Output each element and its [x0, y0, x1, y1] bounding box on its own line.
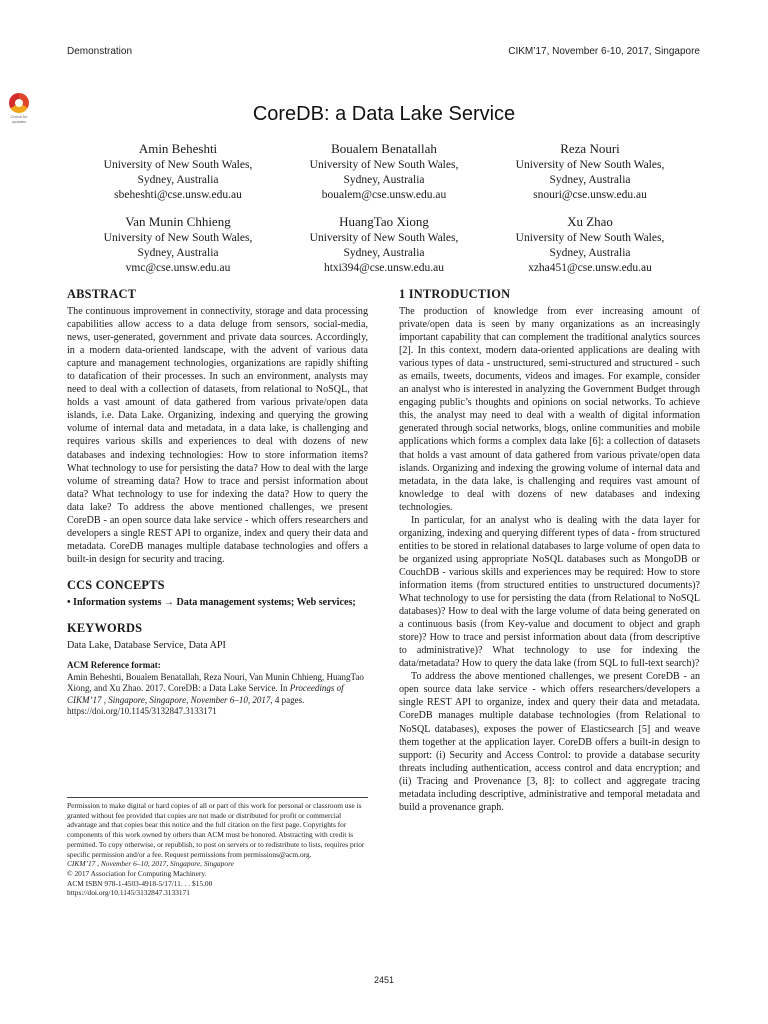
- acm-reference-venue: Proceedings of CIKM’17 , Singapore, Singapore, November 6–10, 2017,: [67, 683, 344, 705]
- author-block: [68, 213, 288, 276]
- permission-doi[interactable]: https://doi.org/10.1145/3132847.3133171: [67, 888, 190, 898]
- author-affiliation: University of New South Wales,: [309, 159, 459, 171]
- acm-reference-heading: ACM Reference format:: [67, 660, 161, 671]
- author-location: Sydney, Australia: [343, 247, 425, 259]
- author-email: htxi394@cse.unsw.edu.au: [323, 262, 445, 274]
- author-block: [480, 213, 700, 276]
- author-affiliation: University of New South Wales,: [103, 232, 253, 244]
- abstract-heading: ABSTRACT: [67, 287, 137, 301]
- author-location: Sydney, Australia: [549, 174, 631, 186]
- author-location: Sydney, Australia: [137, 247, 219, 259]
- author-location: Sydney, Australia: [137, 174, 219, 186]
- introduction-paragraph-1: The production of knowledge from ever increasing amount of private/open data is seen by many organizations as an increasingly important capability that can complement the traditional analytics sources [2]. In this context, modern data-oriented applications are dealing with various types of data - unstructured, semi-structured and structured - such as emails, tweets, documents, videos and images. For example, consider an analyst who is interested in analyzing the Government Budget through engaging public’s thoughts and opinions on social networks. To achieve this, the analyst may need to deal with a wealth of digital information generated through social networks, blogs, online communities and mobile applications which forms a complex data lake [6]: a collection of datasets that holds a vast amount of data gathered from various private/open data islands. Organizing and indexing the growing volume of internal data and metadata, in the data lake, is challenging and requires vast amount of knowledge to deal with dozens of new databases and indexing technologies.: [399, 306, 700, 513]
- ccs-text: • Information systems → Data management systems; Web services;: [67, 596, 356, 608]
- badge-label: Check for updates: [10, 114, 28, 124]
- author-affiliation: University of New South Wales,: [103, 159, 253, 171]
- introduction-paragraph-3: To address the above mentioned challenges, we present CoreDB - an open source data lake service - which offers researchers/developers a single REST API to organize, index and query their data and metadata. CoreDB manages multiple database technologies (from Relational to NoSQL databases), exposes the power of Elasticsearch [5] and weave them together at the application layer. CoreDB offers a built-in design to support: (i) Security and Access Control: to provide a database security threats including authentication, access control and data encryption; and (ii) Tracing and Provenance [3, 8]: to collect and aggregate tracing metadata including descriptive, administrative and temporal metadata and build a provenance graph.: [399, 671, 700, 813]
- author-block: [68, 140, 288, 203]
- running-header-left: Demonstration: [67, 46, 133, 57]
- author-email: sbeheshti@cse.unsw.edu.au: [114, 189, 242, 201]
- right-column: [399, 287, 700, 814]
- author-email: xzha451@cse.unsw.edu.au: [528, 262, 652, 274]
- author-location: Sydney, Australia: [549, 247, 631, 259]
- author-block: [274, 140, 494, 203]
- author-block: [274, 213, 494, 276]
- author-affiliation: University of New South Wales,: [515, 232, 665, 244]
- author-name: Xu Zhao: [567, 214, 613, 229]
- author-block: [480, 140, 700, 203]
- author-name: Van Munin Chhieng: [125, 214, 231, 229]
- introduction-heading: 1 INTRODUCTION: [399, 287, 511, 301]
- introduction-paragraph-2: In particular, for an analyst who is dealing with the data layer for organizing, indexing and querying different types of data - from structured entities to be stored in relational databases to large volume of open data to be organized using appropriate NoSQL databases such as MongoDB or CouchDB - various skills and experiences may be required: How to store information items (from structured entities to unstructured documents)? What technology to use for persisting the data (from Relational to NoSQL databases)? How to deal with the large volume of data being generated on a continuous basis (from Key-value and document to object and graph store)? How to trace and persist information about data (from descriptive to administrative)? What technology to use for indexing the data/metadata? How to query the data lake (from SQL to full-text search)?: [399, 514, 700, 670]
- author-email: snouri@cse.unsw.edu.au: [533, 189, 647, 201]
- author-email: vmc@cse.unsw.edu.au: [125, 262, 231, 274]
- acm-reference: [67, 660, 368, 718]
- author-name: Amin Beheshti: [138, 141, 218, 156]
- author-affiliation: University of New South Wales,: [309, 232, 459, 244]
- author-name: Reza Nouri: [560, 141, 620, 156]
- page-number: 2451: [373, 975, 395, 985]
- ccs-heading: CCS CONCEPTS: [67, 577, 165, 592]
- author-affiliation: University of New South Wales,: [515, 159, 665, 171]
- left-column: [67, 287, 368, 718]
- acm-reference-pages: 4 pages.: [272, 694, 305, 705]
- permission-conference: CIKM’17 , November 6–10, 2017, Singapore, Singapore: [67, 859, 234, 869]
- permission-text: Permission to make digital or hard copies of all or part of this work for personal or classroom use is granted without fee provided that copies are not made or distributed for profit or commercial advantage and that copies bear this notice and the full citation on the first page. Copyrights for components of this work owned by others than ACM must be honored. Abstracting with credit is permitted. To copy otherwise, or republish, to post on servers or to redistribute to lists, requires prior specific permission and/or a fee. Request permissions from permissions@acm.org.: [67, 801, 365, 859]
- acm-reference-authors: Amin Beheshti, Boualem Benatallah, Reza Nouri, Van Munin Chhieng, HuangTao Xiong, and Xu Zhao. 2017. CoreDB: a Data Lake Service. In: [67, 671, 364, 694]
- permission-notice: [67, 797, 368, 898]
- paper-title: CoreDB: a Data Lake Service: [252, 103, 516, 125]
- author-email: boualem@cse.unsw.edu.au: [321, 189, 447, 201]
- running-header-right: CIKM’17, November 6-10, 2017, Singapore: [508, 46, 700, 57]
- keywords-heading: KEYWORDS: [67, 620, 143, 635]
- abstract-text: The continuous improvement in connectivity, storage and data processing capabilities allow access to a data deluge from sensors, social-media, news, user-generated, government and private data sources. Accordingly, in a modern data-oriented landscape, with the advent of various data capture and management technologies, organizations are rapidly shifting to datafication of their processes. In such an environment, analysts may need to deal with a collection of datasets, from relational to NoSQL, that holds a vast amount of data gathered from various private/open data islands, i.e. Data Lake. Organizing, indexing and querying the growing volume of internal data and metadata, in a data lake, is challenging and requires various skills and experiences to deal with dozens of new databases and indexing technologies: How to store information items? What technology to use for persisting the data? How to deal with the large volume of streaming data? How to trace and persist information about data? What technology to use for indexing the data? How to query the data lake? To address the above mentioned challenges, we present CoreDB - an open source data lake service - which offers researchers and developers a single REST API to organize, index and query their data and metadata. CoreDB manages multiple database technologies and offers a built-in design for security and tracing.: [67, 306, 368, 565]
- author-name: HuangTao Xiong: [339, 214, 429, 229]
- keywords-text: Data Lake, Database Service, Data API: [67, 639, 226, 651]
- acm-reference-doi[interactable]: https://doi.org/10.1145/3132847.3133171: [67, 706, 217, 717]
- permission-copyright: © 2017 Association for Computing Machinery.: [67, 868, 207, 878]
- author-location: Sydney, Australia: [343, 174, 425, 186]
- permission-isbn: ACM ISBN 978-1-4503-4918-5/17/11. . . $15.00: [67, 878, 213, 888]
- author-name: Boualem Benatallah: [331, 141, 437, 156]
